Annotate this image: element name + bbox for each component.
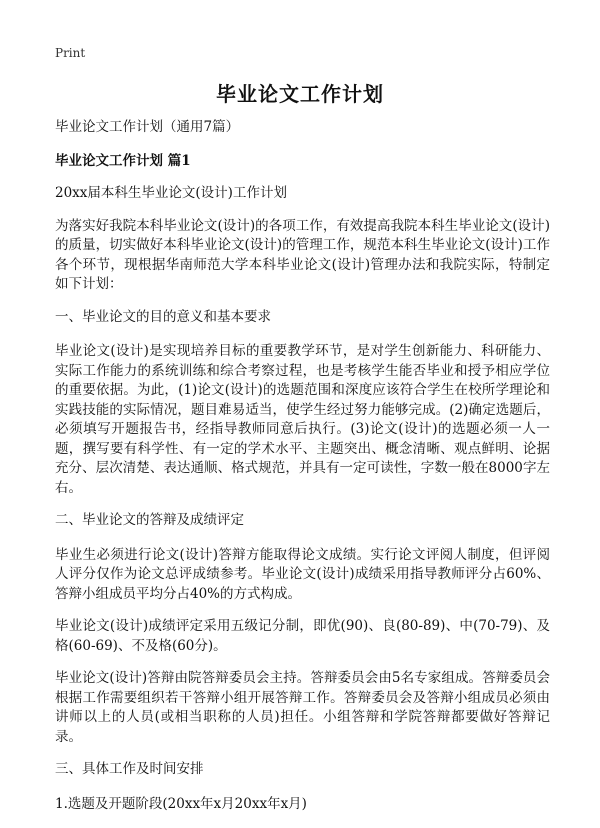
plan-heading: 20xx届本科生毕业论文(设计)工作计划 [55, 185, 287, 201]
schedule-item-1: 1.选题及开题阶段(20xx年x月20xx年x月) [55, 795, 307, 812]
section-heading-1: 一、毕业论文的目的意义和基本要求 [55, 308, 271, 325]
section-2-paragraph-3: 毕业论文(设计)答辩由院答辩委员会主持。答辩委员会由5名专家组成。答辩委员会根据工作需要组织若干答辩小组开展答辩工作。答辩委员会及答辩小组成员必须由讲师以上的人员(或相当职称的人员)担任。小组答辩和学院答辩都要做好答辩记录。 [55, 670, 550, 745]
section-1-paragraph: 毕业论文(设计)是实现培养目标的重要教学环节，是对学生创新能力、科研能力、实际工作能力的系统训练和综合考察过程，也是考核学生能否毕业和授予相应学位的重要依据。为此，(1)论文(设计)的选题范围和深度应该符合学生在校所学理论和实践技能的实际情况，题目难易适当，使学生经过努力能够完成。(2)确定选题后，必须填写开题报告书，经指导教师同意后执行。(3)论文(设计)的选题必须一人一题，撰写要有科学性、有一定的学术水平、主题突出、概念清晰、观点鲜明、论据充分、层次清楚、表达通顺、格式规范，并具有一定可读性，字数一般在8000字左右。 [55, 343, 550, 496]
section-2-paragraph-2: 毕业论文(设计)成绩评定采用五级记分制，即优(90)、良(80-89)、中(70-79)、及格(60-69)、不及格(60分)。 [55, 618, 550, 654]
intro-paragraph: 为落实好我院本科毕业论文(设计)的各项工作，有效提高我院本科生毕业论文(设计)的质量，切实做好本科毕业论文(设计)的管理工作，规范本科生毕业论文(设计)工作各个环节，现根据华南师范大学本科毕业论文(设计)管理办法和我院实际，特制定如下计划： [55, 217, 550, 292]
document-body [55, 118, 550, 827]
section-heading-2: 二、毕业论文的答辩及成绩评定 [55, 512, 244, 528]
print-label: Print [55, 46, 86, 60]
document-subtitle: 毕业论文工作计划（通用7篇） [55, 119, 240, 135]
section-heading-3: 三、具体工作及时间安排 [55, 761, 204, 777]
document-title: 毕业论文工作计划 [216, 82, 384, 106]
section-2-paragraph-1: 毕业生必须进行论文(设计)答辩方能取得论文成绩。实行论文评阅人制度，但评阅人评分仅作为论文总评成绩参考。毕业论文(设计)成绩采用指导教师评分占60%、答辩小组成员平均分占40%的方式构成。 [55, 546, 550, 602]
article-heading: 毕业论文工作计划 篇1 [55, 152, 191, 169]
